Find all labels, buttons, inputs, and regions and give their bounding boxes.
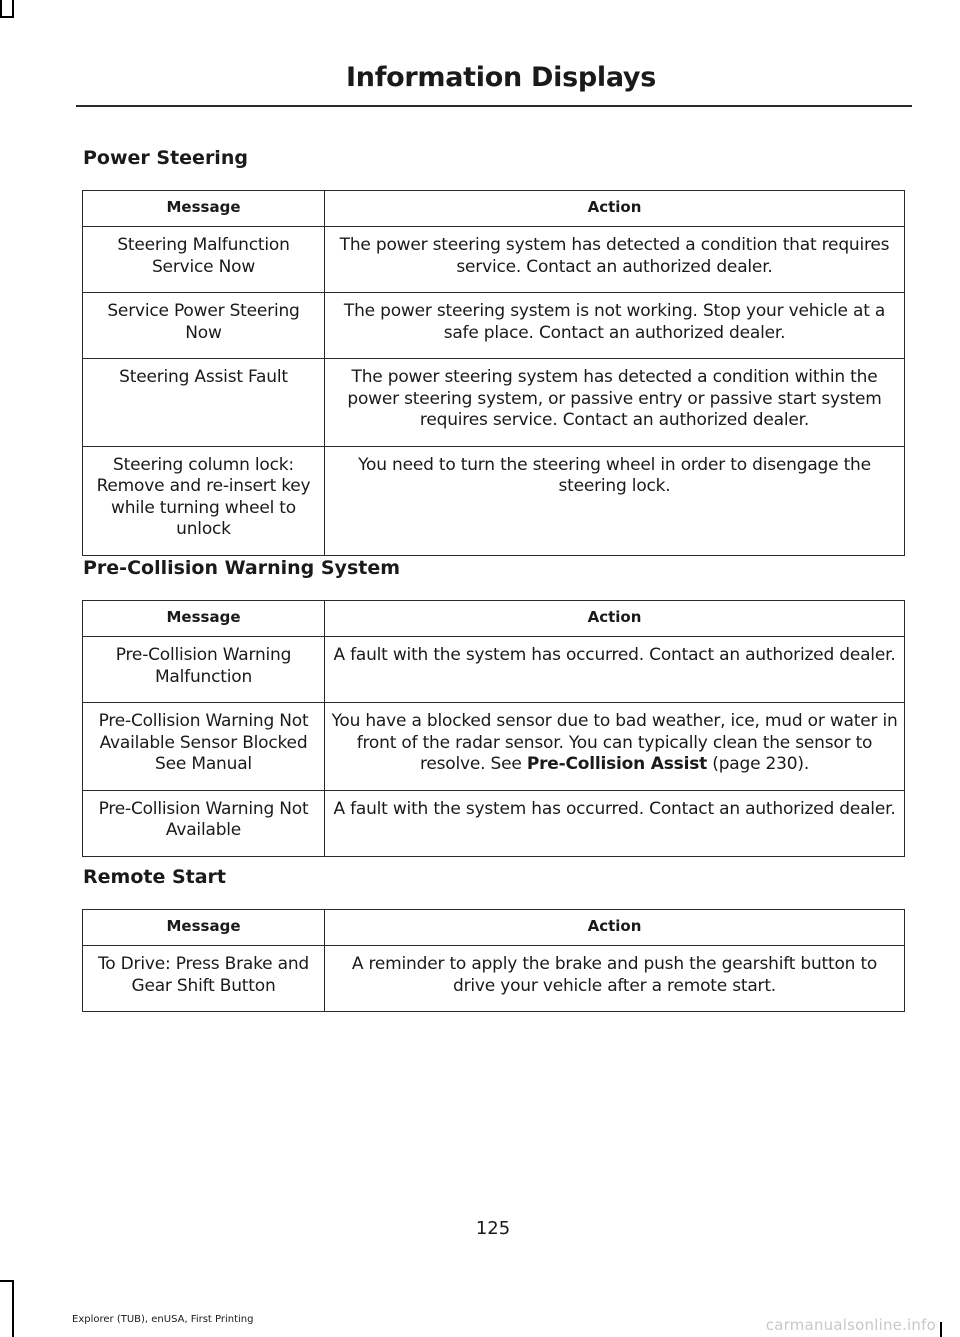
table-header-row: [83, 601, 905, 637]
table-row: [83, 446, 905, 555]
column-header-action: Action: [325, 910, 905, 946]
action-cell: A fault with the system has occurred. Contact an authorized dealer.: [325, 790, 905, 856]
header-rule: [76, 105, 912, 107]
page-reference: (page 230).: [712, 754, 810, 774]
message-cell: Pre-Collision Warning Not Available Sensor Blocked See Manual: [83, 703, 325, 791]
section-title-power-steering: Power Steering: [83, 147, 248, 169]
table-row: [83, 359, 905, 447]
crop-mark: [12, 1280, 14, 1337]
table-row: [83, 703, 905, 791]
crop-mark: [940, 1322, 942, 1337]
section-title-remote-start: Remote Start: [83, 866, 226, 888]
column-header-action: Action: [325, 601, 905, 637]
action-cell: You need to turn the steering wheel in order to disengage the steering lock.: [325, 446, 905, 555]
crop-mark: [0, 16, 14, 18]
remote-start-table: [82, 909, 905, 1012]
action-text: You have a blocked sensor due to bad weather, ice, mud or water in front of the radar sensor. You can typically clean the sensor to resolve. See: [331, 711, 898, 774]
print-info: Explorer (TUB), enUSA, First Printing: [72, 1314, 254, 1325]
section-title-pre-collision: Pre-Collision Warning System: [83, 557, 401, 579]
table-row: [83, 637, 905, 703]
message-cell: Steering Assist Fault: [83, 359, 325, 447]
action-cell: [325, 703, 905, 791]
table-row: [83, 293, 905, 359]
table-header-row: [83, 191, 905, 227]
column-header-message: Message: [83, 191, 325, 227]
column-header-action: Action: [325, 191, 905, 227]
message-cell: Steering Malfunction Service Now: [83, 227, 325, 293]
column-header-message: Message: [83, 910, 325, 946]
table-row: [83, 946, 905, 1012]
table-row: [83, 227, 905, 293]
pre-collision-table: [82, 600, 905, 857]
action-cell: A reminder to apply the brake and push the gearshift button to drive your vehicle after a remote start.: [325, 946, 905, 1012]
action-cell: A fault with the system has occurred. Contact an authorized dealer.: [325, 637, 905, 703]
table-row: [83, 790, 905, 856]
power-steering-table: [82, 190, 905, 556]
action-cell: The power steering system has detected a condition within the power steering system, or passive entry or passive start system requires service. Contact an authorized dealer.: [325, 359, 905, 447]
action-cell: The power steering system has detected a condition that requires service. Contact an authorized dealer.: [325, 227, 905, 293]
action-cell: The power steering system is not working. Stop your vehicle at a safe place. Contact an authorized dealer.: [325, 293, 905, 359]
table-header-row: [83, 910, 905, 946]
cross-reference-link[interactable]: Pre-Collision Assist: [526, 754, 708, 774]
page-number: 125: [475, 1218, 511, 1239]
message-cell: To Drive: Press Brake and Gear Shift Button: [83, 946, 325, 1012]
column-header-message: Message: [83, 601, 325, 637]
message-cell: Steering column lock: Remove and re-insert key while turning wheel to unlock: [83, 446, 325, 555]
watermark: carmanualsonline.info: [765, 1316, 936, 1334]
message-cell: Service Power Steering Now: [83, 293, 325, 359]
message-cell: Pre-Collision Warning Malfunction: [83, 637, 325, 703]
message-cell: Pre-Collision Warning Not Available: [83, 790, 325, 856]
page-header-title: Information Displays: [346, 62, 656, 93]
